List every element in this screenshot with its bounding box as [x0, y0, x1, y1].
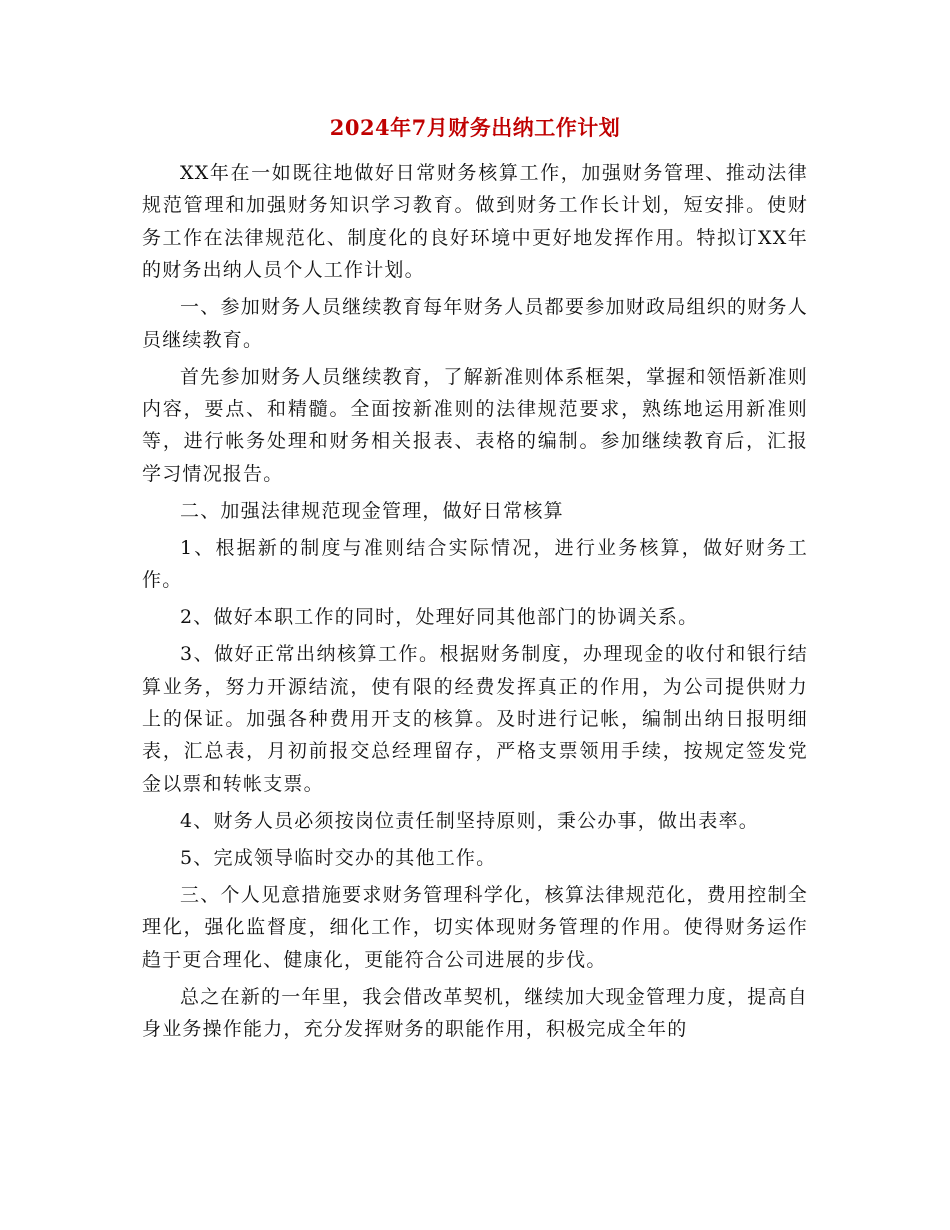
paragraph-item-5: 5、完成领导临时交办的其他工作。	[180, 846, 497, 869]
paragraph-item-1: 1、根据新的制度与准则结合实际情况，进行业务核算，做好财务工作。	[142, 536, 808, 592]
paragraph-section-1: 一、参加财务人员继续教育每年财务人员都要参加财政局组织的财务人员继续教育。	[142, 296, 808, 351]
paragraph-intro: XX年在一如既往地做好日常财务核算工作，加强财务管理、推动法律规范管理和加强财务知识学习教育。做到财务工作长计划，短安排。使财务工作在法律规范化、制度化的良好环境中更好地发挥作用。特拟订XX年的财务出纳人员个人工作计划。	[142, 162, 808, 282]
document-title: 2024年7月财务出纳工作计划	[329, 115, 621, 140]
paragraph-section-2: 二、加强法律规范现金管理，做好日常核算	[180, 499, 564, 522]
paragraph-item-4: 4、财务人员必须按岗位责任制坚持原则，秉公办事，做出表率。	[180, 809, 759, 832]
paragraph-conclusion: 总之在新的一年里，我会借改革契机，继续加大现金管理力度，提高自身业务操作能力，充分发挥财务的职能作用，积极完成全年的	[142, 985, 808, 1041]
paragraph-item-3: 3、做好正常出纳核算工作。根据财务制度，办理现金的收付和银行结算业务，努力开源结流，使有限的经费发挥真正的作用，为公司提供财力上的保证。加强各种费用开支的核算。及时进行记帐，编制出纳日报明细表，汇总表，月初前报交总经理留存，严格支票领用手续，按规定签发党金以票和转帐支票。	[142, 643, 808, 795]
paragraph-section-3: 三、个人见意措施要求财务管理科学化，核算法律规范化，费用控制全理化，强化监督度，细化工作，切实体现财务管理的作用。使得财务运作趋于更合理化、健康化，更能符合公司进展的步伐。	[142, 883, 808, 971]
paragraph-section-1-detail: 首先参加财务人员继续教育，了解新准则体系框架，掌握和领悟新准则内容，要点、和精髓。全面按新准则的法律规范要求，熟练地运用新准则等，进行帐务处理和财务相关报表、表格的编制。参加继续教育后，汇报学习情况报告。	[142, 365, 808, 485]
document-body	[142, 157, 808, 1050]
paragraph-item-2: 2、做好本职工作的同时，处理好同其他部门的协调关系。	[180, 606, 699, 629]
